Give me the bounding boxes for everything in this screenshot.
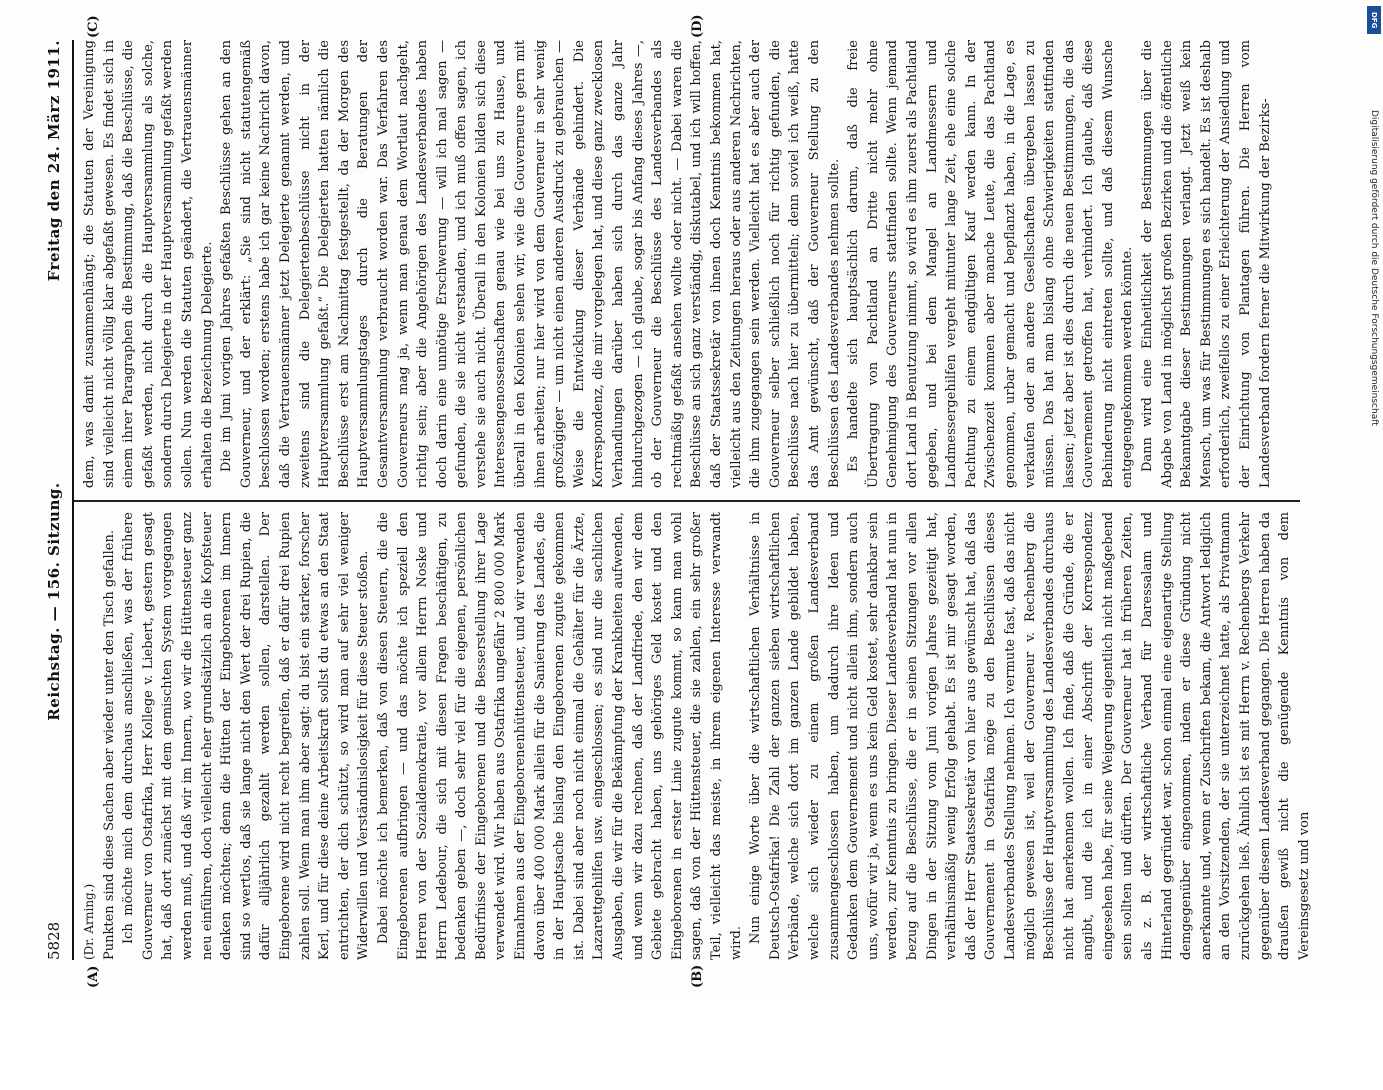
credit-text: Digitalisierung gefördert durch die Deutsche Forschungsgemeinschaft	[1369, 110, 1379, 426]
session-title: Reichstag. — 156. Sitzung.	[45, 482, 63, 721]
session-date: Freitag den 24. März 1911.	[45, 40, 63, 282]
margin-marker-a: (A)	[86, 965, 101, 988]
page-header	[40, 40, 68, 960]
margin-marker-c: (C)	[86, 15, 101, 38]
paragraph: Nun einige Worte über die wirtschaftlichen Verhältnisse in Deutsch-Ostafrika! Die Zahl der ganzen sieben wirtschaftlichen Verbände, welche sich dort im ganzen Lande gebildet haben, welche sich wieder zu einem großen Landesverband zusammengeschlossen haben, um dadurch ihre Ideen und Gedanken dem Gouvernement und nicht allein ihm, sondern auch uns, wofür wir ja, wenn es uns kein Geld kostet, sehr dankbar sein werden, zur Kenntnis zu bringen. Dieser Landesverband hat nun in bezug auf die Beschlüsse, die er in seinen Sitzungen vor allen Dingen in der Sitzung vom Juni vorigen Jahres gezeitigt hat, verhältnismäßig wenig Erfolg gehabt. Es ist mir gesagt worden, daß der Herr Staatssekretär von hier aus gewünscht hat, daß das Gouvernement in Ostafrika möge zu den Beschlüssen dieses Landesverbandes Stellung nehmen. Ich vermute fast, daß das nicht möglich gewesen ist, weil der Gouverneur v. Rechenberg die Beschlüsse der Hauptversammlung des Landesverbandes durchaus nicht hat anerkennen wollen. Ich finde, daß die Gründe, die er angibt, und die ich in einer Abschrift der Korrespondenz eingesehen habe, für seine Weigerung eigentlich nicht maßgebend sein sollten und dürften. Der Gouverneur hat in früheren Zeiten, als z. B. der wirtschaftliche Verband für Daressalam und Hinterland gegründet war, schon einmal eine eigenartige Stellung demgegenüber eingenommen, indem er diese Gründung nicht anerkannte und, wenn er Zuschriften bekam, die Antwort lediglich an den Vorsitzenden, der sie unterzeichnet hatte, als Privatmann zurückgehen ließ. Ähnlich ist es mit Herrn v. Rechenbergs Verkehr gegenüber diesem Landesverband gegangen. Die Herren haben da draußen gewiß nicht die genügende Kenntnis von dem Vereinsgesetz und von	[748, 512, 1312, 960]
paragraph: dem, was damit zusammenhängt; die Statuten der Vereinigung sind vielleicht nicht völlig klar abgefaßt gewesen. Es findet sich in einem ihrer Paragraphen die Bestimmung, daß die Beschlüsse, die gefaßt werden, nicht durch die Hauptversammlung als solche, sondern durch Delegierte in der Hauptversammlung gefaßt werden sollen. Nun werden die Statuten geändert, die Vertrauensmänner erhalten die Bezeichnung Delegierte.	[82, 40, 215, 488]
right-text-column	[80, 40, 1298, 488]
margin-marker-d: (D)	[690, 14, 705, 38]
paragraph: Dann wird eine Einheitlichkeit der Bestimmungen über die Abgabe von Land in möglichst großen Bezirken und die öffentliche Bekanntgabe dieser Bestimmungen verlangt. Jetzt weiß kein Mensch, um was für Bestimmungen es sich handelt. Es ist deshalb erforderlich, zweifellos zu einer Erleichterung der Ansiedlung und der Einrichtung von Plantagen führen. Die Herren vom Landesverband fordern ferner die Mitwirkung der Bezirks-	[1140, 40, 1273, 488]
speaker-label: (Dr. Arning.)	[82, 883, 96, 960]
margin-marker-b: (B)	[690, 964, 705, 988]
paragraph: Ich möchte mich dem durchaus anschließen, was der frühere Gouverneur von Ostafrika, Herr Kollege v. Liebert, gestern gesagt hat, daß dort zunächst mit dem gemischten System vorgegangen werden muß, und daß wir im Innern, wo wir die Hüttensteuer ganz neu einführen, doch vielleicht eher grundsätzlich an die Kopfsteuer denken möchten; denn die Hütten der Eingeborenen im Innern sind so wertlos, daß sie lange nicht den Wert der drei Rupien, die dafür alljährlich gezahlt werden sollen, darstellen. Der Eingeborene wird nicht recht begreifen, daß er dafür drei Rupien zahlen soll. Wenn man ihm aber sagt: du bist ein starker, forscher Kerl, und für diese deine Arbeitskraft sollst du etwas an den Staat entrichten, der dich schützt, so wird man auf sehr viel weniger Widerwillen und Verständnislosigkeit für diese Steuer stoßen.	[121, 512, 372, 960]
dfg-logo: DFG	[1367, 6, 1381, 34]
paragraph: Es handelte sich hauptsächlich darum, daß die freie Übertragung von Pachtland an Dritte nicht mehr ohne Genehmigung des Gouverneurs stattfinden sollte. Wenn jemand dort Land in Benutzung nimmt, so wird es ihm zuerst als Pachtland gegeben, und bei dem Mangel an Landmessern und Landmessergehilfen vergeht mitunter lange Zeit, ehe eine solche Pachtung zu einem endgültigen Kauf werden kann. In der Zwischenzeit kommen aber manche Leute, die das Pachtland genommen, urbar gemacht und bepflanzt haben, in die Lage, es verkaufen oder an andere Gesellschaften übergeben lassen zu müssen. Das hat man bislang ohne Schwierigkeiten stattfinden lassen; jetzt aber ist dies durch die neuen Bestimmungen, die das Gouvernement getroffen hat, verhindert. Ich glaube, daß diese Behinderung nicht eintreten sollte, und daß diesem Wunsche entgegengekommen werden könnte.	[846, 40, 1136, 488]
page-number: 5828	[45, 921, 63, 960]
column-divider	[74, 501, 1300, 503]
paragraph: Punkten sind diese Sachen aber wieder unter den Tisch gefallen.	[101, 530, 117, 960]
left-text-column	[80, 512, 1312, 960]
paragraph: Dabei möchte ich bemerken, daß von diesen Steuern, die die Eingeborenen aufbringen — und das möchte ich speziell den Herren von der Sozialdemokratie, vor allem Herrn Noske und Herrn Ledebour, die sich mit diesen Fragen beschäftigen, zu bedenken geben —, doch sehr viel für die eigenen, persönlichen Bedürfnisse der Eingeborenen und die Besserstellung ihrer Lage verwendet wird. Wir haben aus Ostafrika ungefähr 2 800 000 Mark Einnahmen aus der Eingeborenenhüttensteuer, und wir verwenden davon über 400 000 Mark allein für die Sanierung des Landes, die in der Hauptsache bislang den Eingeborenen zugute gekommen ist. Dabei sind aber noch nicht einmal die Gehälter für die Ärzte, Lazarettgehilfen usw. eingeschlossen; es sind nur die sachlichen Ausgaben, die wir für die Bekämpfung der Krankheiten aufwenden, und wenn wir dazu rechnen, daß der Landfriede, den wir dem Gebiete gebracht haben, uns gehöriges Geld kostet und den Eingeborenen in erster Linie zugute kommt, so kann man wohl sagen, daß von der Hüttensteuer, die sie zahlen, ein sehr großer Teil, vielleicht das meiste, in ihrem eigenen Interesse verwandt wird.	[375, 512, 744, 960]
paragraph: Die im Juni vorigen Jahres gefaßten Beschlüsse gehen an den Gouverneur, und der erklärt: „Sie sind nicht statutengemäß beschlossen worden; erstens habe ich gar keine Nachricht davon, daß die Vertrauensmänner jetzt Delegierte genannt werden, und zweitens sind die Delegiertenbeschlüsse nicht in der Hauptversammlung gefaßt.“ Die Delegierten hatten nämlich die Beschlüsse erst am Nachmittag festgestellt, da der Morgen des Hauptversammlungstages durch die Beratungen der Gesamtversammlung verbraucht worden war. Das Verfahren des Gouverneurs mag ja, wenn man genau dem Wortlaut nachgeht, richtig sein; aber die Angehörigen des Landesverbandes haben doch darin eine unnötige Erschwerung — will ich mal sagen — gefunden, die sie nicht verstanden, und ich muß offen sagen, ich verstehe sie auch nicht. Überall in den Kolonien bilden sich diese Interessengenossenschaften genau wie bei uns zu Hause, und überall in den Kolonien sehen wir, wie die Gouverneure gern mit ihnen arbeiten; nur hier wird von dem Gouverneur in sehr wenig großzügiger — um nicht einen anderen Ausdruck zu gebrauchen — Weise die Entwicklung dieser Verbände gehindert. Die Korrespondenz, die mir vorgelegen hat, und diese ganz zwecklosen Verhandlungen darüber haben sich durch das ganze Jahr hindurchgezogen — ich glaube, sogar bis Anfang dieses Jahres —, ob der Gouverneur die Beschlüsse des Landesverbandes als rechtmäßig gefaßt ansehen wollte oder nicht. — Dabei waren die Beschlüsse an sich ganz verständig, diskutabel, und ich will hoffen, daß der Staatssekretär von ihnen doch Kenntnis bekommen hat, vielleicht aus den Zeitungen heraus oder aus anderen Nachrichten, die ihm zugegangen sein werden. Vielleicht hat es aber auch der Gouverneur selber schließlich noch für richtig gefunden, die Beschlüsse nach hier zu übermitteln; denn soviel ich weiß, hatte das Amt gewünscht, daß der Gouverneur Stellung zu den Beschlüssen des Landesverbandes nehmen sollte.	[219, 40, 842, 488]
digitization-credit	[1363, 10, 1379, 990]
